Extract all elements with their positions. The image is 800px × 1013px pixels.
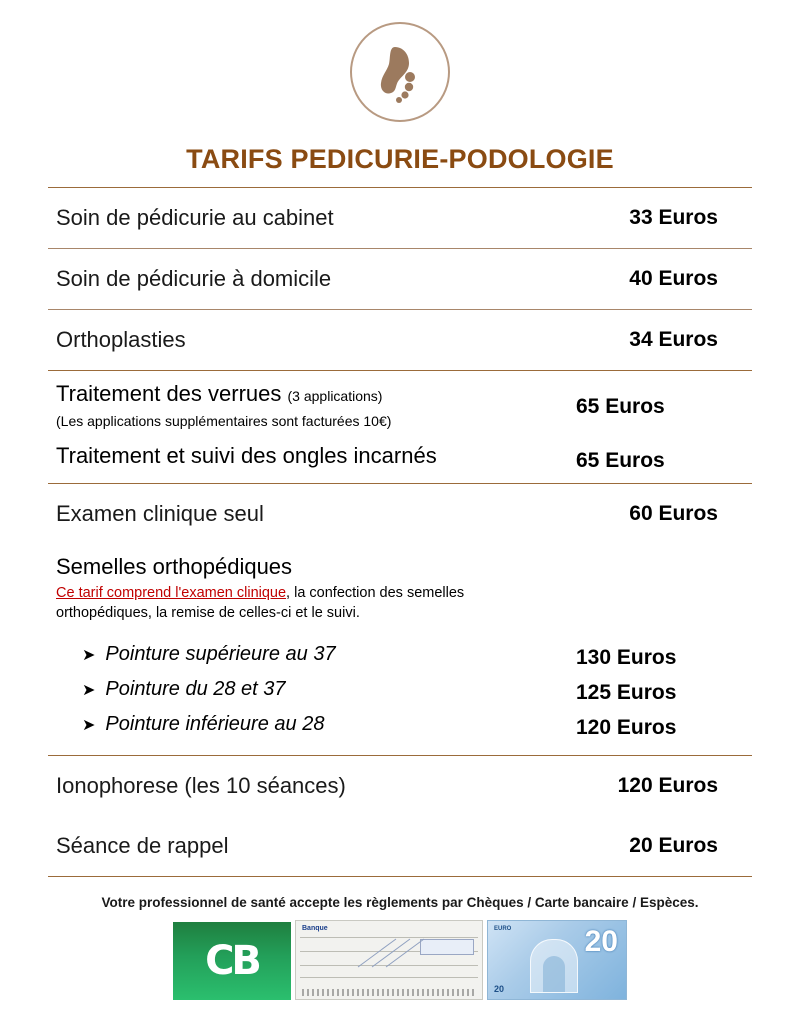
service-price: 60 Euros (629, 502, 718, 525)
verrues-supplement-note: (Les applications supplémentaires sont facturées 10€) (56, 413, 392, 429)
verrues-label (56, 381, 558, 407)
verrues-applications-note: (3 applications) (287, 388, 383, 404)
page-title: TARIFS PEDICURIE-PODOLOGIE (186, 144, 614, 174)
option-price: 120 Euros (576, 715, 677, 739)
service-label: Orthoplasties (56, 327, 186, 353)
option-label: Pointure du 28 et 37 (105, 678, 286, 701)
service-price: 33 Euros (629, 206, 718, 229)
chevron-right-icon: ➤ (82, 646, 96, 664)
verrues-title: Traitement des verrues (56, 381, 282, 406)
service-price: 20 Euros (629, 834, 718, 857)
verrues-group (48, 371, 752, 483)
service-price: 40 Euros (629, 267, 718, 290)
table-row (48, 188, 752, 248)
table-row (48, 249, 752, 309)
table-row (48, 816, 752, 876)
table-row (48, 484, 752, 544)
semelles-description-rest: , la confection des semelles orthopédiques, la remise de celles-ci et le suivi. (56, 585, 465, 621)
chevron-right-icon: ➤ (82, 716, 96, 734)
banknote-icon (487, 920, 627, 1000)
service-label: Ionophorese (les 10 séances) (56, 773, 346, 799)
cb-label: CB (205, 938, 259, 984)
divider-bottom (48, 876, 752, 877)
service-label: Soin de pédicurie à domicile (56, 266, 332, 292)
carte-bancaire-icon (173, 922, 291, 1000)
semelles-options-list (56, 637, 558, 742)
semelles-description-highlight: Ce tarif comprend l'examen clinique (56, 585, 287, 601)
ongles-price: 65 Euros (576, 449, 665, 472)
option-price: 125 Euros (576, 680, 677, 704)
banknote-arch-motif (530, 939, 578, 993)
banknote-currency-label: EURO (494, 926, 512, 932)
list-item (56, 672, 558, 707)
service-label: Examen clinique seul (56, 501, 264, 527)
footprint-logo (350, 22, 450, 122)
list-item (56, 707, 558, 742)
service-price: 34 Euros (629, 328, 718, 351)
option-price: 130 Euros (576, 645, 677, 669)
table-row (48, 310, 752, 370)
payment-methods (48, 920, 752, 1000)
cheque-bank-label: Banque (302, 925, 328, 932)
table-row (48, 756, 752, 816)
semelles-description (56, 584, 526, 623)
option-label: Pointure inférieure au 28 (105, 713, 325, 736)
semelles-section (48, 544, 752, 755)
logo-container (48, 0, 752, 122)
cheque-micr-line (302, 989, 476, 996)
semelles-price-list (576, 640, 748, 745)
payment-note: Votre professionnel de santé accepte les règlements par Chèques / Carte bancaire / Espèces. (101, 895, 699, 910)
list-item (56, 637, 558, 672)
cheque-icon (295, 920, 483, 1000)
ongles-label: Traitement et suivi des ongles incarnés (56, 443, 437, 468)
service-label: Soin de pédicurie au cabinet (56, 205, 334, 231)
service-price: 120 Euros (617, 774, 718, 797)
banknote-value-small: 20 (494, 984, 505, 994)
option-label: Pointure supérieure au 37 (105, 643, 336, 666)
chevron-right-icon: ➤ (82, 681, 96, 699)
banknote-value-large: 20 (584, 925, 618, 958)
semelles-heading: Semelles orthopédiques (56, 554, 293, 579)
service-label: Séance de rappel (56, 833, 229, 859)
verrues-price: 65 Euros (576, 395, 665, 418)
